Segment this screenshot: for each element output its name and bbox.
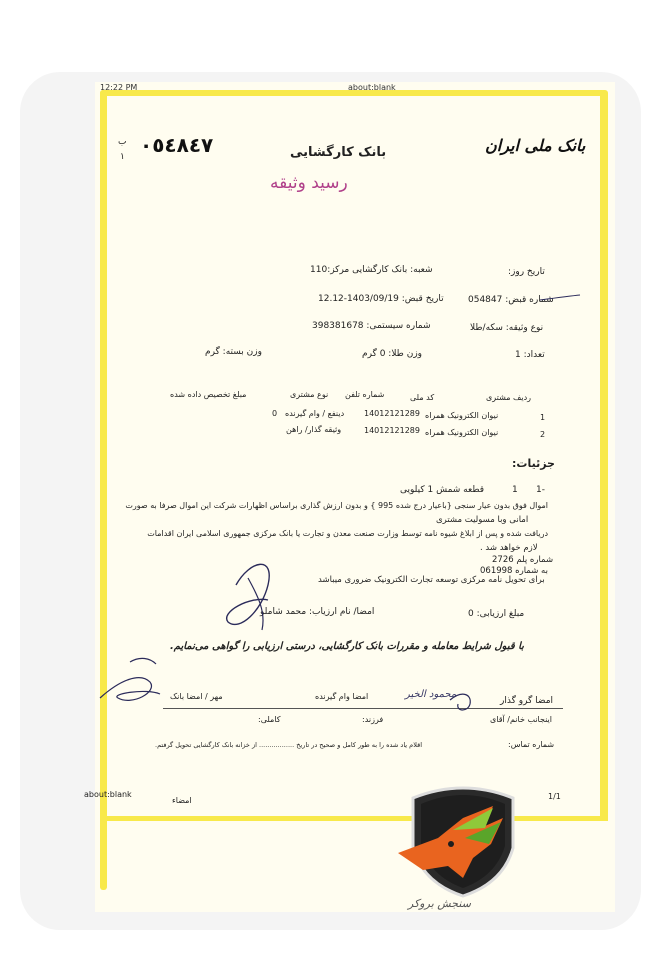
- assessor-name: امضا/ نام ارزیاب: محمد شاملو: [260, 607, 375, 617]
- details-line: به شماره 061998: [480, 566, 548, 576]
- acceptance-notice: با قبول شرایط معامله و مقررات بانک کارگشایی، درستی ارزیابی را گواهی می‌نمایم.: [170, 641, 524, 652]
- col-header-national-id: کد ملی: [410, 393, 435, 402]
- details-line: اموال فوق بدون عیار سنجی {باعیار درج شده 995 } و بدون ارزش گذاری براساس اظهارات شرکت این اموال صرفا به صورت: [125, 501, 548, 510]
- print-page-number: 1/1: [548, 792, 561, 801]
- table-row-type: وثیقه گذار/ راهن: [286, 425, 342, 434]
- item-quantity: 1: [512, 485, 518, 495]
- bank-logo: بانک ملی ایران: [485, 136, 586, 155]
- col-header-row: ردیف مشتری: [486, 393, 531, 402]
- col-header-customer-type: نوع مشتری: [290, 390, 329, 399]
- page-title: بانک کارگشایی: [290, 145, 387, 160]
- table-row-id: 14012121289: [364, 426, 420, 435]
- item-count: تعداد: 1: [515, 350, 545, 360]
- date-day-label: تاریخ روز:: [508, 267, 545, 277]
- print-url: about:blank: [348, 83, 396, 92]
- table-row-name: نیوان الکترونیک همراه: [425, 411, 499, 420]
- item-description: قطعه شمش 1 کیلویی: [400, 485, 485, 495]
- details-line: لازم خواهد شد .: [480, 543, 538, 553]
- item-number: 1-: [536, 485, 545, 495]
- print-footer-url: about:blank: [84, 790, 132, 799]
- child-of-label: فرزند:: [362, 715, 384, 724]
- national-id-label: کاملی:: [258, 715, 281, 724]
- page-subtitle: رسید وثیقه: [270, 173, 348, 193]
- table-row-id: 14012121289: [364, 409, 420, 418]
- signature-borrower: امضا وام گیرنده: [315, 692, 369, 701]
- serial-prefix: ب: [118, 137, 127, 147]
- signature-final: امضاء: [172, 796, 192, 805]
- valuation-amount: مبلغ ارزیابی: 0: [468, 609, 525, 619]
- table-row-name: نیوان الکترونیک همراه: [425, 428, 499, 437]
- collateral-type: نوع وثیقه: سکه/طلا: [470, 323, 544, 333]
- receipt-statement: اقلام یاد شده را به طور کامل و صحیح در تاریخ ................. از خزانه بانک کارگشایی تحویل گرفتم.: [155, 741, 422, 749]
- table-row-number: 2: [540, 430, 546, 439]
- receipt-date: تاریخ قبض: 1403/09/19-12.12: [318, 294, 444, 304]
- receipt-number: شماره قبض: 054847: [468, 295, 554, 305]
- applicant-label: اینجانب خانم/ آقای: [490, 715, 553, 724]
- contact-number-label: شماره تماس:: [508, 740, 555, 749]
- details-line: برای تحویل نامه مرکزی توسعه تجارت الکترونیک ضروری میباشد: [318, 575, 545, 585]
- brand-shield-icon: [393, 778, 533, 903]
- serial-fraction: ۱: [120, 152, 125, 162]
- col-header-amount: مبلغ تخصیص داده شده: [170, 390, 247, 399]
- print-time: 12:22 PM: [100, 83, 138, 92]
- details-line: شماره پلم 2726: [492, 555, 554, 565]
- system-number: شماره سیستمی: 398381678: [312, 321, 431, 331]
- details-line: امانی وبا مسولیت مشتری: [436, 515, 529, 525]
- gold-weight: وزن طلا: 0 گرم: [362, 349, 423, 359]
- branch-label: شعبه: بانک کارگشایی مرکز:110: [310, 265, 433, 275]
- table-row-amount: 0: [272, 409, 278, 418]
- signature-bank: مهر / امضا بانک: [170, 692, 223, 701]
- col-header-phone: شماره تلفن: [345, 390, 385, 399]
- details-heading: جزئیات:: [512, 457, 555, 470]
- watermark-text: سنجش بروکر: [408, 897, 471, 910]
- table-row-type: دینفع / وام گیرنده: [285, 409, 345, 418]
- signature-pledger: امضا گرو گذار: [500, 696, 554, 706]
- handwritten-name: محمود الخیر: [405, 689, 457, 700]
- table-row-number: 1: [540, 413, 546, 422]
- details-line: دریافت شده و پس از ابلاغ شیوه نامه توسط وزارت صنعت معدن و تجارت یا بانک مرکزی جمهوری اسلامی ایران اقدامات: [147, 529, 548, 538]
- pack-weight: وزن بسته: گرم: [205, 347, 262, 357]
- serial-number: ٠٥٤٨٤٧: [140, 133, 214, 157]
